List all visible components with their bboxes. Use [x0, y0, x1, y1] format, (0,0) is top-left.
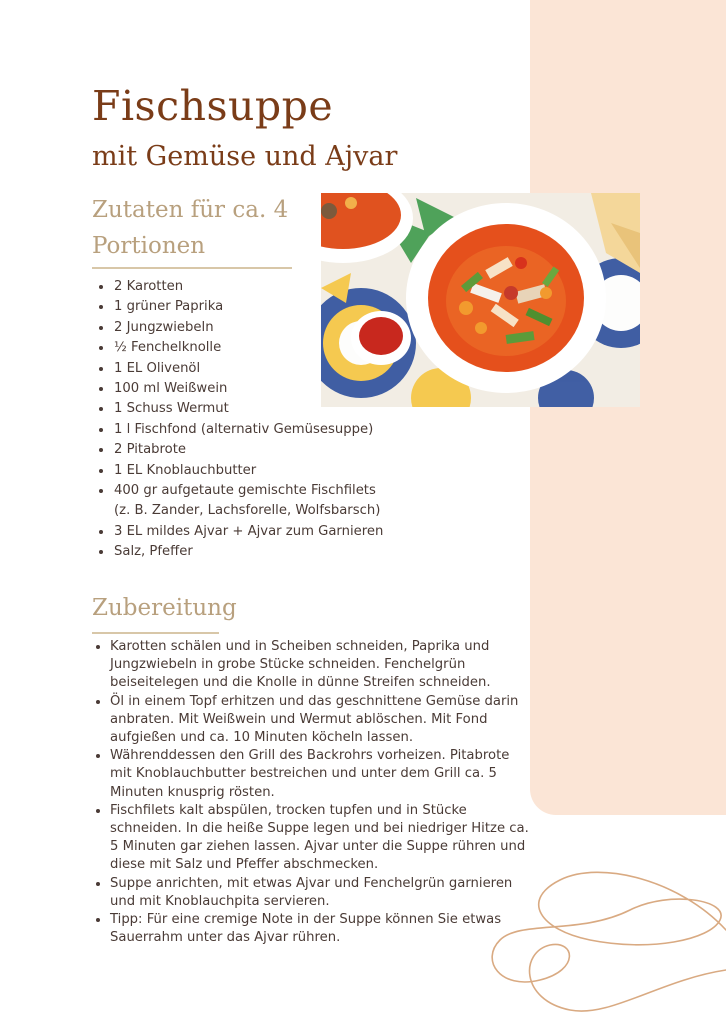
recipe-subtitle: mit Gemüse und Ajvar — [92, 141, 398, 172]
ingredients-heading: Zutaten für ca. 4 Portionen — [92, 197, 289, 259]
ingredient-item-with-note — [113, 481, 513, 522]
ingredient-item: • 2 Karotten — [113, 277, 513, 297]
ingredient-item: • Salz, Pfeffer — [113, 542, 513, 562]
ingredient-item: • 1 EL Knoblauchbutter — [113, 461, 513, 481]
preparation-step: • Karotten schälen und in Scheiben schneiden, Paprika und Jungzwiebeln in grobe Stücke schneiden. Fenchelgrün beiseitelegen und die Knolle in dünne Streifen schneiden. — [110, 638, 530, 693]
ingredients-heading-underline — [92, 267, 292, 269]
recipe-title: Fischsuppe — [92, 82, 334, 130]
ingredient-item: • ½ Fenchelknolle — [113, 338, 513, 358]
ingredient-item-note: (z. B. Zander, Lachsforelle, Wolfsbarsch) — [114, 503, 381, 519]
preparation-step: • Öl in einem Topf erhitzen und das geschnittene Gemüse darin anbraten. Mit Weißwein und Wermut ablöschen. Mit Fond aufgießen und ca. 10 Minuten köcheln lassen. — [110, 693, 530, 748]
preparation-step: • Fischfilets kalt abspülen, trocken tupfen und in Stücke schneiden. In die heiße Suppe legen und bei niedriger Hitze ca. 5 Minuten gar ziehen lassen. Ajvar unter die Suppe rühren und diese mit Salz und Pfeffer abschmecken. — [110, 802, 530, 875]
ingredient-item: • 100 ml Weißwein — [113, 379, 513, 399]
ingredient-item: • 3 EL mildes Ajvar + Ajvar zum Garnieren — [113, 522, 513, 542]
decorative-line-doodle — [480, 860, 726, 1024]
ingredient-item: • 1 l Fischfond (alternativ Gemüsesuppe) — [113, 420, 513, 440]
ingredient-item: • 2 Pitabrote — [113, 440, 513, 460]
ingredient-item: • 1 EL Olivenöl — [113, 359, 513, 379]
ingredient-item: • 1 grüner Paprika — [113, 297, 513, 317]
preparation-step: • Suppe anrichten, mit etwas Ajvar und Fenchelgrün garnieren und mit Knoblauchpita servieren. — [110, 875, 530, 911]
ingredient-item: • 2 Jungzwiebeln — [113, 318, 513, 338]
ingredient-item: • 1 Schuss Wermut — [113, 399, 513, 419]
preparation-heading: Zubereitung — [92, 595, 237, 621]
soup-photo — [321, 193, 640, 407]
side-panel-background — [530, 0, 726, 815]
preparation-heading-underline — [92, 632, 219, 634]
ingredient-item-text: 400 gr aufgetaute gemischte Fischfilets — [114, 483, 376, 499]
preparation-step: • Tipp: Für eine cremige Note in der Suppe können Sie etwas Sauerrahm unter das Ajvar rühren. — [110, 911, 530, 947]
preparation-steps — [92, 638, 530, 947]
preparation-step: • Währenddessen den Grill des Backrohrs vorheizen. Pitabrote mit Knoblauchbutter bestreichen und unter dem Grill ca. 5 Minuten knusprig rösten. — [110, 747, 530, 802]
